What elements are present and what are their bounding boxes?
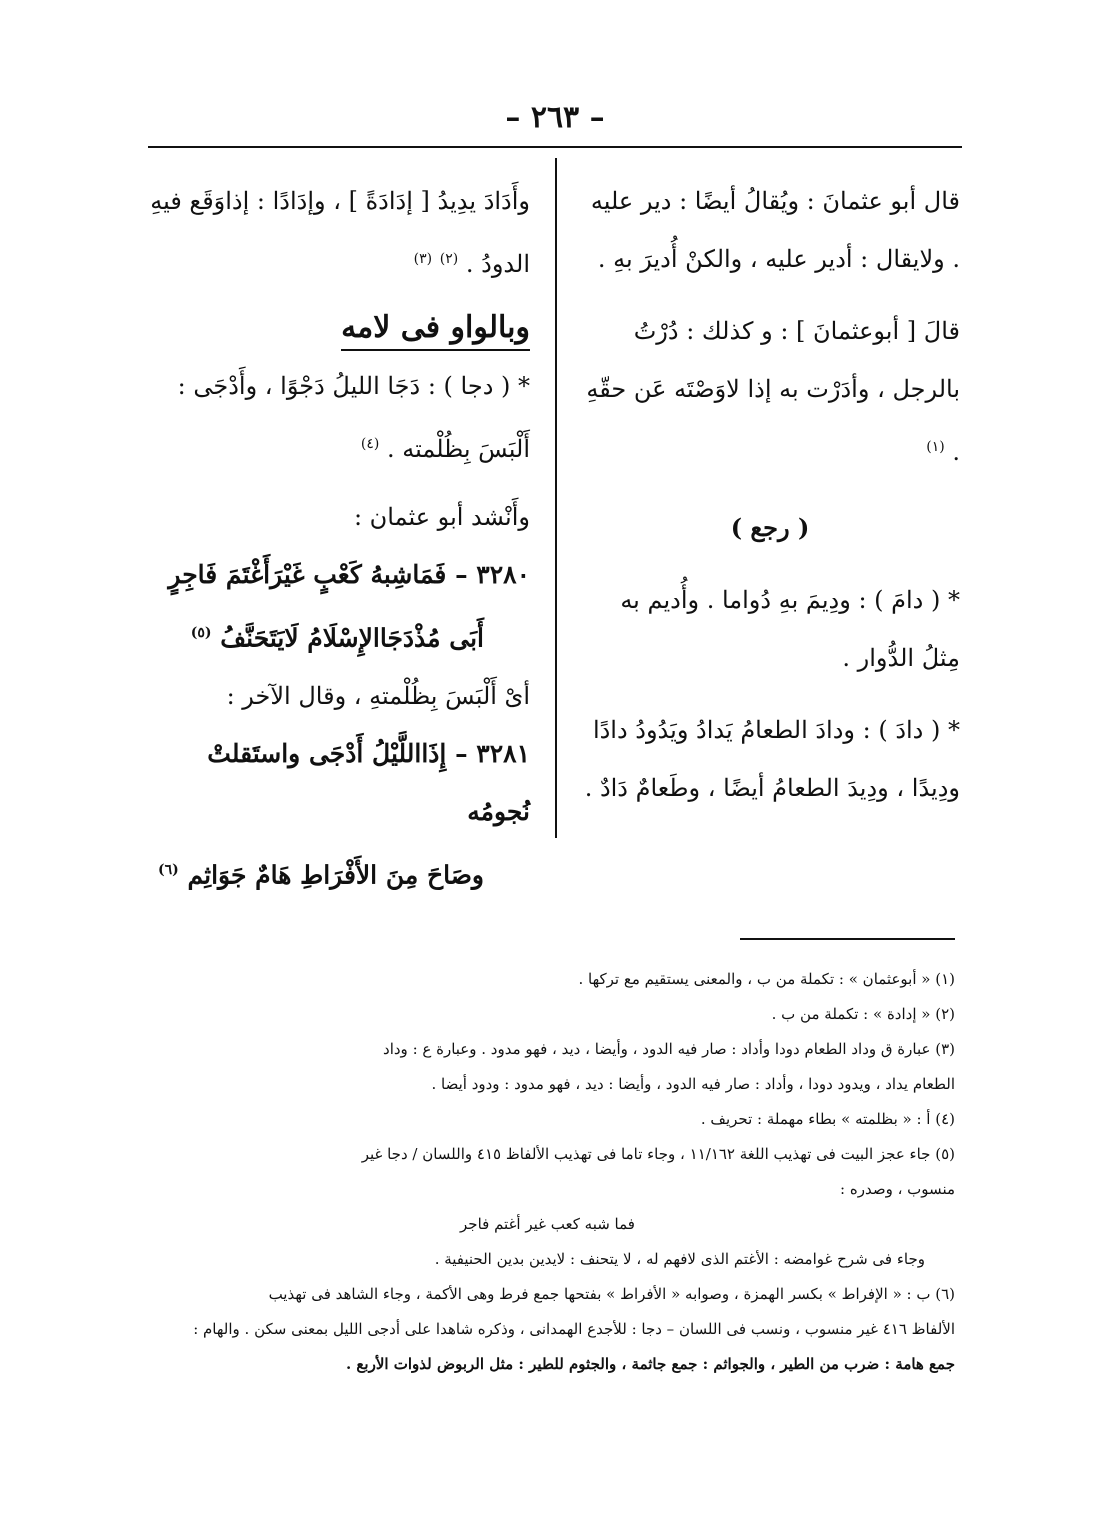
- column-divider: [555, 158, 557, 838]
- footnote-5-verse: فما شبه كعب غير أغتم فاجر: [460, 1215, 635, 1233]
- footnote-1: (١) « أبوعثمان » : تكملة من ب ، والمعنى يستقيم مع تركها .: [578, 970, 955, 988]
- verse-3281-first-hemistich: ٣٢٨١ – إِذَااللَّيْلُ أَدْجَى واستَقلتْ نُجومُه: [207, 739, 530, 827]
- footnote-ref-5: (٥): [190, 625, 212, 641]
- right-paragraph-1: قال أبو عثمانَ : ويُقالُ أيضًا : دير عليه . ولايقال : أدير عليه ، والكنْ أُديرَ بهِ .: [590, 187, 960, 273]
- left-paragraph-1-text: وأَدَادَ يدِيدُ [ إدَادَةً ] ، وإدَادًا : إذاوَقَع فيهِ الدودُ .: [150, 187, 530, 278]
- footnote-ref-1: (١): [926, 439, 945, 455]
- footnote-5-line-1: (٥) جاء عجز البيت فى تهذيب اللغة ١١/١٦٢ ، وجاء تاما فى تهذيب الألفاظ ٤١٥ واللسان / دجا غير: [361, 1145, 955, 1163]
- footnote-6-line-1: (٦) ب : « الإفراط » بكسر الهمزة ، وصوابه « الأفراط » بفتحها جمع فرط وهى الأكمة ، وجاء الشاهد فى تهذيب: [268, 1285, 955, 1303]
- right-paragraph-3: * ( دامَ ) : ودِيمَ بهِ دُواما . وأُديم به مِثلُ الدُّوار .: [620, 586, 960, 672]
- footnote-5-line-2: منسوب ، وصدره :: [840, 1180, 955, 1198]
- footnote-2: (٢) « إدادة » : تكملة من ب .: [771, 1005, 955, 1023]
- left-paragraph-1: [150, 172, 530, 293]
- verse-3280-first-hemistich: ٣٢٨٠ – فَمَاشِبهُ كَعْبٍ غَيْرَأَغْتَمَ فَاجِرٍ: [168, 560, 530, 589]
- right-column: [580, 172, 960, 817]
- right-paragraph-4: * ( دادَ ) : ودادَ الطعامُ يَدادُ ويَدُودُ دادًا ودِيدًا ، ودِيدَ الطعامُ أيضًا ، وطَعامٌ دَادٌ .: [584, 716, 960, 802]
- footnote-3-line-2: الطعام يداد ، ويدود دودا ، وأداد : صار فيه الدود ، وأيضا : ديد ، فهو مدود : ودود أيضا .: [431, 1075, 955, 1093]
- footnote-ref-6: (٦): [158, 862, 179, 879]
- footnote-3-line-1: (٣) عبارة ق وداد الطعام دودا وأداد : صار فيه الدود ، وأيضا ، ديد ، فهو مدود . وعبارة ع : وداد: [383, 1040, 955, 1058]
- left-paragraph-4: أىْ أَلْبَسَ بِظُلْمتهِ ، وقال الآخر :: [226, 682, 530, 711]
- footnotes: [140, 962, 955, 1382]
- left-paragraph-2-text: * ( دجا ) : دَجَا الليلُ دَجْوًا ، وأَدْجَى : أَلْبَسَ بِظُلْمته .: [177, 372, 530, 463]
- left-paragraph-3: وأَنْشد أبو عثمان :: [353, 503, 530, 531]
- footnote-4: (٤) أ : « بظلمته » بطاء مهملة : تحريف .: [700, 1110, 955, 1128]
- entry-title-raja: ( رجع ): [730, 513, 810, 542]
- footnote-ref-2: (٢): [439, 251, 459, 267]
- footnote-6-line-3: جمع هامة : ضرب من الطير ، والجواثم : جمع جاثمة ، والجثوم للطير : مثل الربوض لذوات الأربع .: [345, 1355, 955, 1373]
- section-heading: [150, 293, 530, 357]
- section-heading-text: وبالواو فى لامه: [341, 310, 530, 351]
- right-paragraph-2: [580, 302, 960, 481]
- footnote-5-line-3: وجاء فى شرح غوامضه : الأغتم الذى لافهم له ، لا يتحنف : لايدين بدين الحنيفية .: [434, 1250, 925, 1268]
- footnote-6-line-2: الألفاظ ٤١٦ غير منسوب ، ونسب فى اللسان – دجا : للأجدع الهمدانى ، وذكره شاهدا على أدجى الليل بمعنى سكن . والهام :: [193, 1320, 955, 1338]
- page-number: – ٢٦٣ –: [505, 100, 605, 135]
- footnote-ref-4: (٤): [360, 436, 380, 452]
- left-paragraph-2: [150, 357, 530, 478]
- verse-3280-second-hemistich: [150, 604, 530, 667]
- left-column: [150, 172, 530, 905]
- footnote-rule: [740, 938, 955, 940]
- verse-3280-second-text: أَبَى مُذْدَجَاالإِسْلَامُ لَايَتَحَنَّفُ: [220, 623, 484, 653]
- right-paragraph-2-text: قالَ [ أبوعثمانَ ] : و كذلك : دُرْتُ بالرجل ، وأدَرْت به إذا لاوَصْتَه عَن حقّهِ .: [586, 317, 960, 466]
- verse-3281-second-hemistich: [150, 841, 530, 904]
- verse-3281-second-text: وصَاحَ مِنَ الأَفْرَاطِ هَامٌ جَوَاثِم: [187, 860, 484, 890]
- footnote-ref-3: (٣): [413, 251, 433, 267]
- header-rule: [148, 146, 962, 148]
